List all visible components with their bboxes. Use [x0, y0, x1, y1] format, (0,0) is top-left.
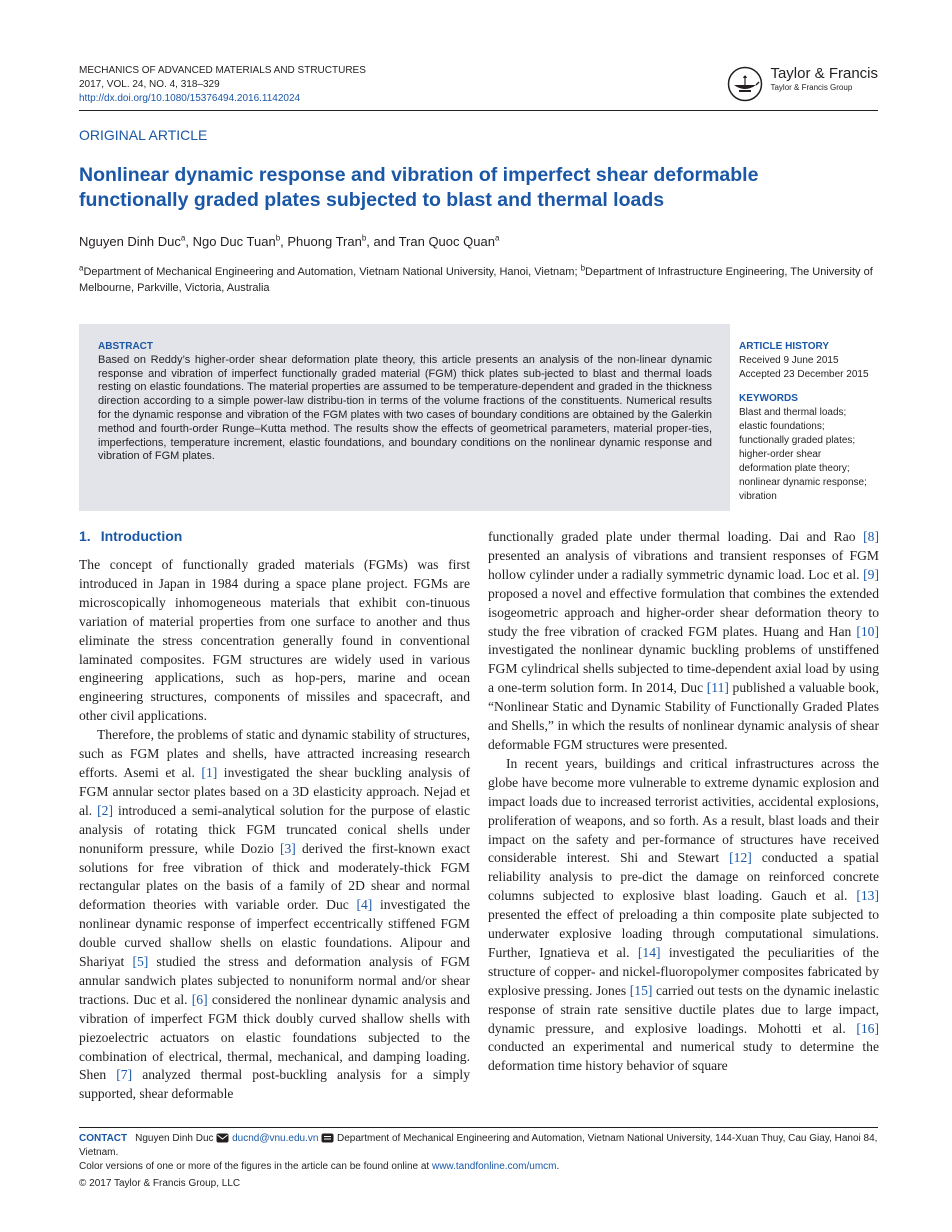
keyword: vibration [739, 491, 777, 502]
reference-link[interactable]: [9] [863, 566, 879, 582]
reference-link[interactable]: [10] [856, 623, 879, 639]
email-icon [216, 1133, 229, 1143]
keyword: elastic foundations; [739, 421, 825, 432]
reference-link[interactable]: [13] [856, 888, 879, 904]
author-name: Ngo Duc Tuan [192, 234, 276, 249]
section-heading [79, 528, 182, 544]
footer-rule [79, 1127, 878, 1128]
keyword: nonlinear dynamic response; [739, 477, 867, 488]
doi-link[interactable]: http://dx.doi.org/10.1080/15376494.2016.1142024 [79, 93, 301, 104]
section-number: 1. [79, 528, 91, 544]
color-note-text: Color versions of one or more of the figures in the article can be found online at [79, 1161, 432, 1172]
author-affiliation-mark: a [180, 233, 186, 243]
reference-link[interactable]: [3] [279, 840, 296, 856]
reference-link[interactable]: [1] [201, 764, 218, 780]
reference-link[interactable]: [4] [356, 897, 373, 913]
copyright: © 2017 Taylor & Francis Group, LLC [79, 1178, 241, 1189]
keyword: deformation plate theory; [739, 463, 850, 474]
paragraph: functionally graded plate under thermal loading. Dai and Rao [8] presented an analysis of vibrations and transient responses of FGM hollow cylinder under a radially symmetric dynamic load. Loc et al. [9] proposed a novel and effective formulation that combines the extended isogeometric approach and higher-order shear deformation theory to study the free vibration of cracked FGM plates. Huang and Han [10] investigated the nonlinear dynamic buckling problems of unstiffened FGM cylindrical shells subjected to time-dependent axial load by using a one-term solution form. In 2014, Duc [11] published a valuable book, “Nonlinear Static and Dynamic Stability of Functionally Graded Plates and Shells,” in which the results of nonlinear dynamic analysis of shear deformable FGM structures were presented. [488, 529, 880, 752]
contact-name: Nguyen Dinh Duc [135, 1133, 214, 1144]
affil-a: Department of Mechanical Engineering and Automation, Vietnam National University, Hanoi, Vietnam; [83, 266, 581, 278]
reference-link[interactable]: [5] [132, 954, 149, 970]
abstract-heading: ABSTRACT [98, 341, 153, 352]
author-name: Nguyen Dinh Duc [79, 234, 181, 249]
reference-link[interactable]: [11] [706, 680, 729, 696]
reference-link[interactable]: [7] [116, 1067, 133, 1083]
keyword-list [739, 406, 879, 504]
reference-link[interactable]: [15] [629, 982, 653, 998]
reference-link[interactable]: [14] [637, 944, 661, 960]
abstract [98, 340, 712, 464]
contact-line [79, 1132, 879, 1160]
reference-link[interactable]: [12] [729, 850, 752, 866]
paragraph: In recent years, buildings and critical infrastructures across the globe have become more vulnerable to extreme dynamic explosion and impact loads due to increased terrorist activities, accidental explosions, proliferation of weapons, and so forth. As a result, blast loads and their impact on the safety and per-formance of structures have received considerable interest. Shi and Stewart [12] conducted a spatial reliability analysis to pre-dict the damage on reinforced concrete columns subjected to explosive blast loading. Gauch et al. [13] presented the effect of preloading a thin composite plate subjected to underwater explosive loading through computational simulations. Further, Ignatieva et al. [14] investigated the peculiarities of the structure of copper- and nickel-fluoropolymer composites fabricated by explosive pressing. Jones [15] carried out tests on the dynamic inelastic response of strain rate sensitive ductile plates due to large impact, dynamic pressure, and explosive loadings. Mohotti et al. [16] conducted an experimental and numerical study to determine the deformation time history behavior of square [488, 755, 880, 1074]
affiliations [79, 264, 879, 296]
accepted-date: Accepted 23 December 2015 [739, 369, 869, 380]
author-name: Phuong Tran [287, 234, 362, 249]
author-name: Tran Quoc Quan [398, 234, 495, 249]
left-column [79, 556, 470, 1104]
journal-url-link[interactable]: www.tandfonline.com/umcm [431, 1161, 557, 1172]
right-column [488, 528, 879, 1076]
publisher-name: Taylor & Francis [770, 65, 878, 82]
received-date: Received 9 June 2015 [739, 355, 839, 366]
publisher-group: Taylor & Francis Group [770, 83, 853, 92]
author-affiliation-mark: b [361, 233, 367, 243]
author-list: Nguyen Dinh Duc$^a$, Ngo Duc Tuan$^b$, Phuong Tran$^b$, and Tran Quoc Quan$^a$ [79, 233, 500, 249]
keywords-heading: KEYWORDS [739, 393, 798, 404]
keyword: functionally graded plates; [739, 435, 856, 446]
article-history [739, 340, 879, 382]
journal-citation: 2017, VOL. 24, NO. 4, 318–329 [79, 79, 220, 90]
section-title: Introduction [100, 528, 183, 544]
author-affiliation-mark: a [494, 233, 500, 243]
reference-link[interactable]: [2] [97, 802, 114, 818]
reference-link[interactable]: [6] [191, 991, 208, 1007]
author-affiliation-mark: b [275, 233, 281, 243]
affil-b: Department of Infrastructure Engineering, The University of Melbourne, Parkville, Victoria, Australia [79, 266, 873, 294]
lamp-icon [726, 66, 764, 102]
email-link[interactable]: ducnd@vnu.edu.vn [232, 1133, 319, 1144]
journal-name: MECHANICS OF ADVANCED MATERIALS AND STRUCTURES [79, 65, 366, 76]
paragraph: The concept of functionally graded materials (FGMs) was first introduced in Japan in 1984 during a space plane project. FGMs are microscopically inhomogeneous materials that exhibit con-tinuous variation of material properties from one surface to another and thus eliminate the stress concentration generally found in conventional laminated composites. FGM structures are widely used in various engineering applications, such as hop-pers, marine and ocean engineering structures, components of missiles and spacecraft, and other civil applications. [79, 557, 470, 724]
paragraph: Therefore, the problems of static and dynamic stability of structures, such as FGM plates and shells, have attracted increasing research efforts. Asemi et al. [1] investigated the shear buckling analysis of FGM annular sector plates based on a 3D elasticity approach. Nejad et al. [2] introduced a semi-analytical solution for the purpose of elastic analysis of rotating thick FGM truncated conical shells under nonuniform pressure, while Dozio [3] derived the first-known exact solutions for free vibration of thick and moderately-thick FGM rectangular plates on the basis of a family of 2D shear and normal deformation theories with variable order. Duc [4] investigated the nonlinear dynamic response of imperfect eccentrically stiffened FGM double curved shallow shells on elastic foundations. Alipour and Shariyat [5] studied the stress and deformation analysis of FGM annular sandwich plates subjected to nonuniform normal and/or shear tractions. Duc et al. [6] considered the nonlinear dynamic analysis and vibration of imperfect FGM thick doubly curved shallow shells with piezoelectric actuators on elastic foundations subjected to the combination of electrical, thermal, mechanical, and damping loading. Shen [7] analyzed thermal post-buckling analysis for a simply supported, shear deformable [79, 727, 471, 1102]
affil-a-mark: a [79, 263, 84, 273]
journal-header [79, 64, 366, 106]
article-history-heading: ARTICLE HISTORY [739, 341, 830, 352]
keywords [739, 392, 879, 504]
address-icon [321, 1133, 334, 1143]
article-type: ORIGINAL ARTICLE [79, 127, 208, 143]
color-note-end: . [556, 1161, 560, 1172]
article-title: Nonlinear dynamic response and vibration of imperfect shear deformable functionally graded plates subjected to blast and thermal loads [79, 164, 759, 211]
contact-label: CONTACT [79, 1133, 128, 1144]
publisher-logo [726, 66, 878, 102]
contact-address: Department of Mechanical Engineering and Automation, Vietnam National University, 144-Xuan Thuy, Cau Giay, Hanoi 84, Vietnam. [79, 1133, 878, 1158]
keyword: higher-order shear [739, 449, 822, 460]
keyword: Blast and thermal loads; [739, 407, 847, 418]
abstract-text: Based on Reddy’s higher-order shear deformation plate theory, this article presents an analysis of the non-linear dynamic response and vibration of imperfect functionally graded material (FGM) thick plates sub-jected to blast and thermal loads resting on elastic foundations. The material properties are assumed to be temperature-dependent and graded in the thickness direction according to a simple power-law distribu-tion in terms of the volume fractions of the constituents. Numerical results for the dynamic response and vibration of the FGM plates with two cases of boundary conditions are obtained by the Galerkin method and fourth-order Runge–Kutta method. The results show the effects of geometrical parameters, material proper-ties, imperfections, temperature increment, elastic foundations, and boundary conditions on the nonlinear dynamic response and vibration of FGM plates. [98, 353, 712, 463]
header-rule [79, 110, 878, 111]
color-note [79, 1160, 879, 1174]
reference-link[interactable]: [16] [856, 1020, 879, 1036]
reference-link[interactable]: [8] [863, 529, 879, 544]
affil-b-mark: b [580, 263, 586, 273]
